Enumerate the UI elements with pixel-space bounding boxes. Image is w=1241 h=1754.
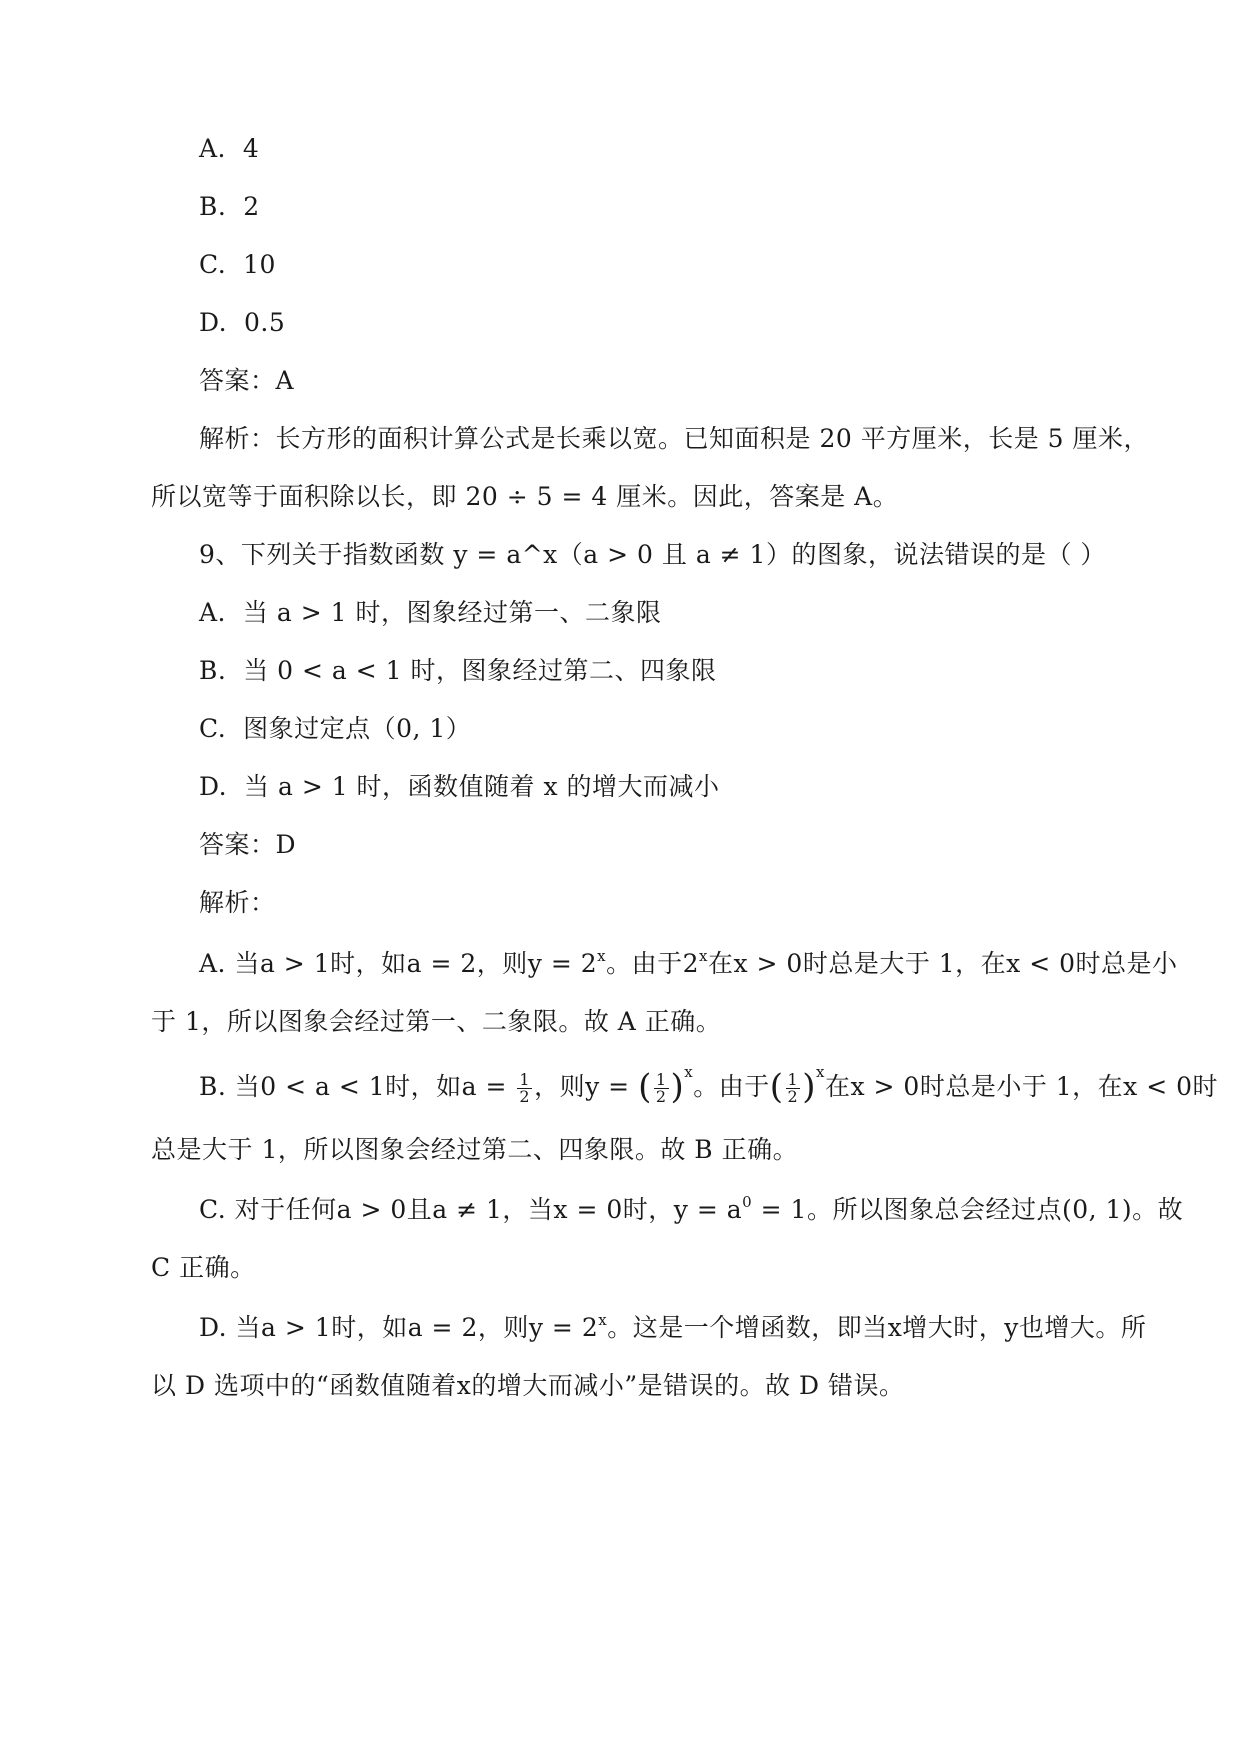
q9-option-d: D. 当 a > 1 时，函数值随着 x 的增大而减小	[199, 772, 720, 801]
superscript: x	[598, 1311, 608, 1329]
explain-c-line1: C. 对于任何a > 0且a ≠ 1，当x = 0时，$y = a^0 = 1$。所以图象总会经过点(0, 1)。故	[199, 1193, 1184, 1224]
superscript: 0	[742, 1193, 753, 1211]
q9-answer: 答案：D	[199, 830, 297, 859]
explain-b-line1: B. 当0 < a < 1时，如a = $\frac{1}{2}$ ，则y = ( $\frac{1}{2}$ )$^x$。由于( $\frac{1}{2}$ )$^x$在x > 0时总是小于 1，在x < 0时	[199, 1063, 1219, 1107]
q9-analysis-label: 解析：	[199, 888, 276, 917]
q8-answer: 答案：A	[199, 366, 295, 395]
q8-option-c: C. 10	[199, 250, 276, 279]
q9-option-a: A. 当 a > 1 时，图象经过第一、二象限	[199, 598, 662, 627]
q9-stem: 9、下列关于指数函数 y = a^x（a > 0 且 a ≠ 1）的图象，说法错误的是（ ）	[199, 540, 1106, 569]
q8-analysis-line1: 解析：长方形的面积计算公式是长乘以宽。已知面积是 20 平方厘米，长是 5 厘米，	[199, 424, 1150, 453]
q8-option-b: B. 2	[199, 192, 260, 221]
explain-c-line2: C 正确。	[151, 1253, 256, 1282]
q8-option-d: D. 0.5	[199, 308, 286, 337]
q9-option-c: C. 图象过定点（0, 1）	[199, 714, 472, 743]
explain-a-line2: 于 1，所以图象会经过第一、二象限。故 A 正确。	[151, 1007, 722, 1036]
explain-a-line1: A. 当a > 1时，如a = 2，则$y = 2^x$。由于2$^x$在x > 0时总是大于 1，在x < 0时总是小	[199, 947, 1178, 978]
explain-b-line2: 总是大于 1，所以图象会经过第二、四象限。故 B 正确。	[151, 1135, 799, 1164]
explain-d-line1: D. 当a > 1时，如a = 2，则$y = 2^x$。这是一个增函数，即当x增大时，y也增大。所	[199, 1311, 1147, 1342]
q9-option-b: B. 当 0 < a < 1 时，图象经过第二、四象限	[199, 656, 717, 685]
superscript: x	[597, 947, 607, 965]
fraction-half: $\frac{1}{2}$	[519, 1070, 531, 1106]
superscript: x	[699, 947, 708, 965]
explain-d-line2: 以 D 选项中的“函数值随着x的增大而减小”是错误的。故 D 错误。	[151, 1371, 905, 1400]
paren-fraction-power: ( $\frac{1}{2}$ )$^x$	[769, 1063, 825, 1107]
paren-fraction-power: ( $\frac{1}{2}$ )$^x$	[638, 1063, 694, 1107]
q8-option-a: A. 4	[199, 134, 260, 163]
q8-analysis-line2: 所以宽等于面积除以长，即 20 ÷ 5 = 4 厘米。因此，答案是 A。	[151, 482, 899, 511]
